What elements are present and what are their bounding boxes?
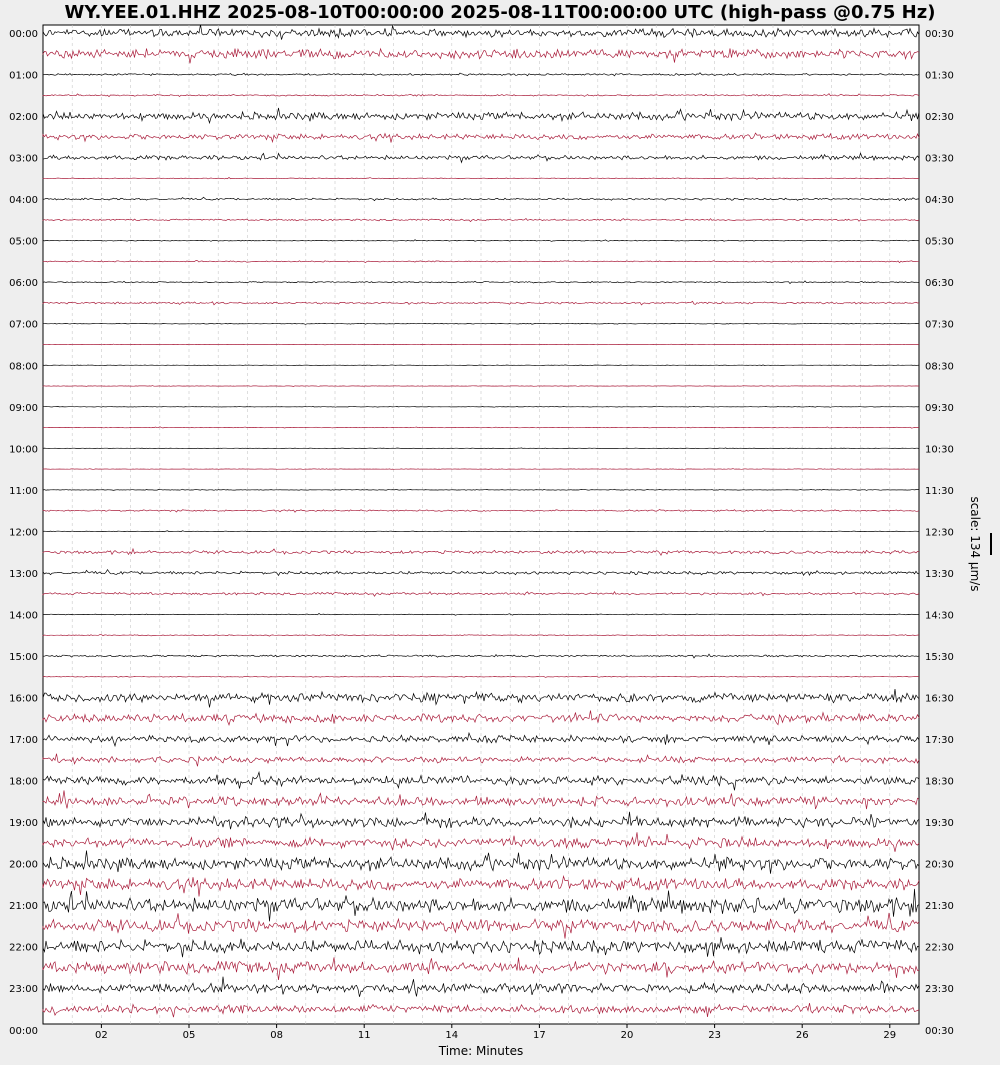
right-time-label: 03:30: [925, 153, 954, 165]
left-time-label: 02:00: [9, 112, 38, 124]
right-time-label: 00:30: [925, 29, 954, 40]
right-time-label: 11:30: [925, 485, 954, 497]
right-time-label: 17:30: [925, 735, 954, 747]
left-time-label: 10:00: [9, 444, 38, 456]
right-time-labels: [925, 29, 954, 1037]
right-time-label: 00:30: [925, 1025, 954, 1037]
left-time-label: 16:00: [9, 693, 38, 705]
right-time-label: 19:30: [925, 818, 954, 830]
left-time-label: 13:00: [9, 568, 38, 580]
left-time-label: 06:00: [9, 278, 38, 290]
chart-title: WY.YEE.01.HHZ 2025-08-10T00:00:00 2025-08-11T00:00:00 UTC (high-pass @0.75 Hz): [64, 2, 936, 23]
left-time-label: 08:00: [9, 361, 38, 373]
left-time-label: 19:00: [9, 818, 38, 830]
left-time-label: 04:00: [9, 195, 38, 207]
left-time-label: 17:00: [9, 735, 38, 747]
right-time-label: 07:30: [925, 319, 954, 331]
left-time-label: 09:00: [9, 402, 38, 414]
right-time-label: 20:30: [925, 859, 954, 871]
right-time-label: 10:30: [925, 444, 954, 456]
right-time-label: 13:30: [925, 568, 954, 580]
left-time-label: 21:00: [9, 901, 38, 913]
left-time-label: 14:00: [9, 610, 38, 622]
right-time-label: 01:30: [925, 70, 954, 82]
left-time-label: 18:00: [9, 776, 38, 788]
x-tick-label: 02: [95, 1030, 108, 1041]
x-tick-label: 05: [182, 1030, 196, 1041]
left-time-label: 11:00: [9, 485, 38, 497]
x-tick-label: 14: [445, 1030, 459, 1041]
x-tick-label: 26: [795, 1030, 809, 1041]
right-time-label: 18:30: [925, 776, 954, 788]
right-time-label: 15:30: [925, 651, 954, 663]
left-time-label: 07:00: [9, 319, 38, 331]
right-time-label: 06:30: [925, 278, 954, 290]
x-tick-label: 08: [270, 1030, 283, 1041]
x-axis-ticks: [95, 1024, 896, 1041]
right-time-label: 04:30: [925, 195, 954, 207]
right-time-label: 21:30: [925, 901, 954, 913]
left-time-label: 22:00: [9, 942, 38, 954]
right-time-label: 14:30: [925, 610, 954, 622]
right-time-label: 05:30: [925, 236, 954, 248]
right-time-label: 23:30: [925, 984, 954, 996]
left-time-label: 20:00: [9, 859, 38, 871]
left-time-label: 15:00: [9, 651, 38, 663]
left-time-label: 01:00: [9, 70, 38, 82]
right-time-label: 02:30: [925, 112, 954, 124]
x-tick-label: 20: [620, 1030, 634, 1041]
x-tick-label: 29: [883, 1030, 897, 1041]
left-time-label: 23:00: [9, 984, 38, 996]
right-time-label: 12:30: [925, 527, 954, 539]
left-time-label: 05:00: [9, 236, 38, 248]
x-tick-label: 23: [708, 1030, 721, 1041]
left-time-labels: [9, 29, 38, 1037]
right-time-label: 16:30: [925, 693, 954, 705]
scale-label: scale: 134 µm/s: [968, 496, 982, 592]
right-time-label: 08:30: [925, 361, 954, 373]
left-time-label: 00:00: [9, 29, 38, 40]
x-tick-label: 11: [357, 1030, 371, 1041]
right-time-label: 22:30: [925, 942, 954, 954]
x-tick-label: 17: [533, 1030, 546, 1041]
right-time-label: 09:30: [925, 402, 954, 414]
left-time-label: 00:00: [9, 1025, 38, 1037]
x-axis-label: Time: Minutes: [438, 1044, 524, 1058]
left-time-label: 12:00: [9, 527, 38, 539]
left-time-label: 03:00: [9, 153, 38, 165]
